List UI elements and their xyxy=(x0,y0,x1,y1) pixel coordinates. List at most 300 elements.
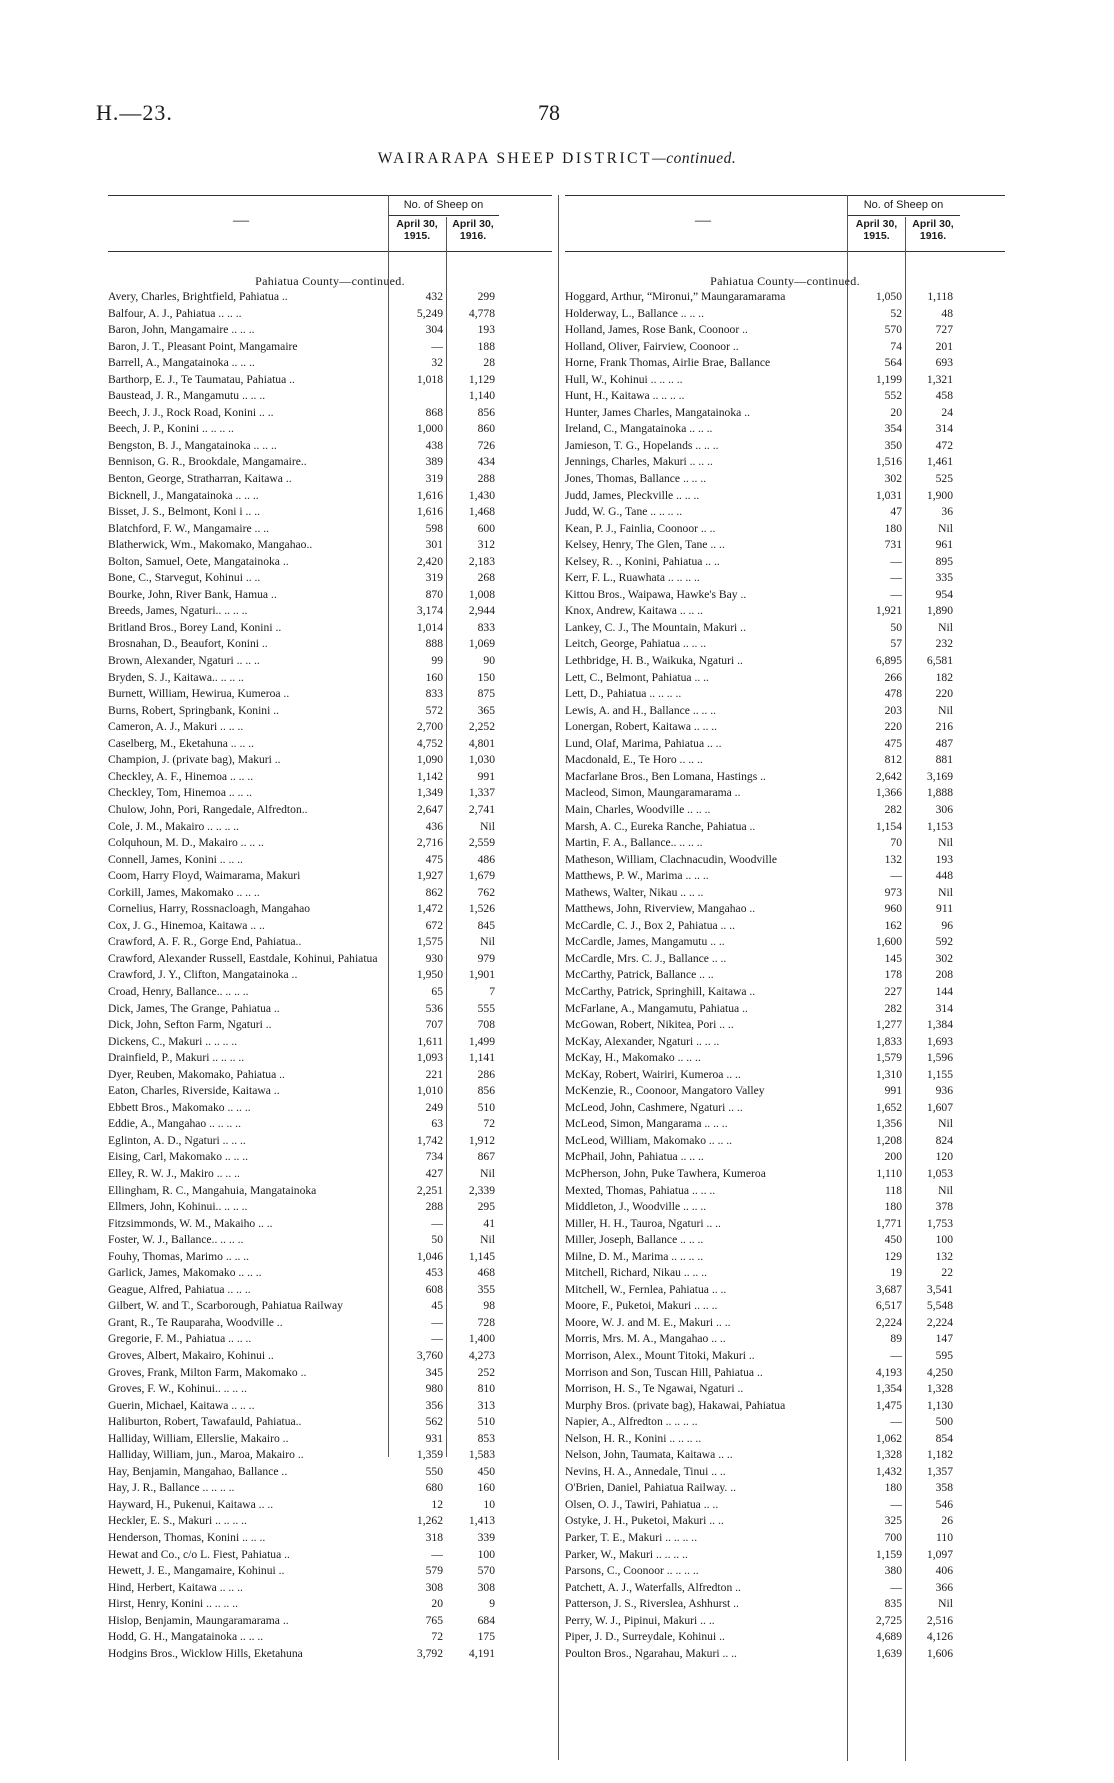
owner-name: Barrell, A., Mangatainoka .. .. .. xyxy=(108,356,255,370)
table-row xyxy=(108,289,552,306)
owner-name: Olsen, O. J., Tawiri, Pahiatua .. .. xyxy=(565,1497,719,1511)
sheep-1915: — xyxy=(431,1216,443,1230)
table-row xyxy=(108,719,552,736)
sheep-1915: 308 xyxy=(425,1580,443,1594)
sheep-1916: Nil xyxy=(480,1166,495,1180)
table-row xyxy=(565,339,1005,356)
sheep-1916: Nil xyxy=(480,935,495,949)
sheep-1915: 304 xyxy=(425,323,443,337)
sheep-1915: 2,420 xyxy=(416,554,443,568)
sheep-1915: 1,575 xyxy=(416,935,443,949)
sheep-1916: 208 xyxy=(935,968,953,982)
sheep-1915: 50 xyxy=(431,1233,443,1247)
table-row xyxy=(108,785,552,802)
table-row xyxy=(108,1480,552,1497)
sheep-1915: 72 xyxy=(431,1630,443,1644)
sheep-1915: 1,354 xyxy=(875,1382,902,1396)
sheep-1916: 365 xyxy=(477,703,495,717)
table-row xyxy=(565,355,1005,372)
table-row xyxy=(565,1596,1005,1613)
table-row xyxy=(108,504,552,521)
sheep-1916: 1,461 xyxy=(926,455,953,469)
owner-name: Lewis, A. and H., Ballance .. .. .. xyxy=(565,703,717,717)
sheep-1915: 4,689 xyxy=(875,1630,902,1644)
table-row xyxy=(565,1249,1005,1266)
sheep-1915: 1,199 xyxy=(875,372,902,386)
sheep-1916: 1,912 xyxy=(468,1133,495,1147)
table-row xyxy=(565,1580,1005,1597)
sheep-1916: 268 xyxy=(477,571,495,585)
sheep-1916: 4,126 xyxy=(926,1630,953,1644)
owner-name: O'Brien, Daniel, Pahiatua Railway. .. xyxy=(565,1481,737,1495)
owner-name: Balfour, A. J., Pahiatua .. .. .. xyxy=(108,306,242,320)
sheep-1915: 475 xyxy=(884,736,902,750)
sheep-1915: 19 xyxy=(890,1266,902,1280)
table-row xyxy=(565,885,1005,902)
sheep-1915: 3,760 xyxy=(416,1349,443,1362)
table-row xyxy=(108,1563,552,1580)
sheep-1915: 118 xyxy=(885,1183,902,1197)
sheep-1915: 1,310 xyxy=(875,1067,902,1081)
sheep-1916: 954 xyxy=(935,587,953,601)
sheep-1915: 1,328 xyxy=(875,1448,902,1462)
owner-name: Ellmers, John, Kohinui.. .. .. .. xyxy=(108,1200,248,1214)
owner-name: Lett, D., Pahiatua .. .. .. .. xyxy=(565,687,682,701)
sheep-1915: 550 xyxy=(425,1464,443,1478)
table-row xyxy=(108,1298,552,1315)
owner-name: Poulton Bros., Ngarahau, Makuri .. .. xyxy=(565,1646,737,1660)
table-row xyxy=(108,819,552,836)
table-row xyxy=(565,1447,1005,1464)
sheep-1916: 160 xyxy=(477,1481,495,1495)
sheep-1915: 1,927 xyxy=(416,869,443,883)
sheep-1915: 318 xyxy=(425,1531,443,1545)
sheep-1915: 180 xyxy=(884,1481,902,1495)
sheep-1916: 1,130 xyxy=(926,1398,953,1412)
table-row xyxy=(565,703,1005,720)
sheep-1915: 1,062 xyxy=(875,1431,902,1445)
table-row xyxy=(565,636,1005,653)
sheep-1916: 132 xyxy=(935,1249,953,1263)
sheep-1916: 1,890 xyxy=(926,604,953,618)
sheep-1916: 2,559 xyxy=(468,836,495,850)
sheep-1915: 50 xyxy=(890,620,902,634)
sheep-1915: 3,687 xyxy=(875,1282,902,1296)
owner-name: Macleod, Simon, Maungaramarama .. xyxy=(565,786,741,800)
table-row xyxy=(108,587,552,604)
sheep-1916: 1,583 xyxy=(468,1448,495,1462)
sheep-1916: 306 xyxy=(935,802,953,816)
table-row xyxy=(108,686,552,703)
sheep-1915: 572 xyxy=(425,703,443,717)
table-row xyxy=(565,1315,1005,1332)
sheep-1916: 1,384 xyxy=(926,1018,953,1032)
sheep-1915: 1,472 xyxy=(416,902,443,916)
sheep-1915: 453 xyxy=(425,1266,443,1280)
table-row xyxy=(565,984,1005,1001)
owner-name: Knox, Andrew, Kaitawa .. .. .. xyxy=(565,604,704,618)
table-row xyxy=(108,835,552,852)
owner-name: Croad, Henry, Ballance.. .. .. .. xyxy=(108,984,249,998)
owner-name: Hoggard, Arthur, “Mironui,” Maungaramarama xyxy=(565,290,786,303)
sheep-1916: 308 xyxy=(477,1580,495,1594)
table-row xyxy=(108,454,552,471)
owner-name: Main, Charles, Woodville .. .. .. xyxy=(565,802,711,816)
owner-name: Patchett, A. J., Waterfalls, Alfredton .. xyxy=(565,1580,741,1594)
table-row xyxy=(108,1216,552,1233)
sheep-1915: 1,652 xyxy=(875,1100,902,1114)
sheep-1915: 3,792 xyxy=(416,1646,443,1660)
sheep-1916: 727 xyxy=(935,323,953,337)
sheep-1916: 450 xyxy=(477,1464,495,1478)
table-row xyxy=(565,1547,1005,1564)
sheep-1915: 380 xyxy=(884,1564,902,1578)
table-row xyxy=(108,984,552,1001)
sheep-1916: 510 xyxy=(477,1100,495,1114)
sheep-1916: 100 xyxy=(477,1547,495,1561)
table-row xyxy=(565,1431,1005,1448)
table-row xyxy=(565,1149,1005,1166)
sheep-1916: 510 xyxy=(477,1415,495,1429)
sheep-1916: 824 xyxy=(935,1133,953,1147)
owner-name: McCarthy, Patrick, Springhill, Kaitawa .. xyxy=(565,984,756,998)
sheep-1916: 378 xyxy=(935,1200,953,1214)
table-row xyxy=(108,1596,552,1613)
sheep-1916: 232 xyxy=(935,637,953,651)
table-row xyxy=(108,554,552,571)
owner-name: Matheson, William, Clachnacudin, Woodville xyxy=(565,852,777,866)
sheep-1916: Nil xyxy=(938,1183,953,1197)
table-row xyxy=(565,1530,1005,1547)
sheep-1916: 600 xyxy=(477,521,495,535)
sheep-1915: 1,142 xyxy=(416,769,443,783)
sheep-1915: — xyxy=(431,1332,443,1346)
sheep-1915: 960 xyxy=(884,902,902,916)
owner-name: Dyer, Reuben, Makomako, Pahiatua .. xyxy=(108,1067,285,1081)
sheep-1915: 680 xyxy=(425,1481,443,1495)
sheep-1916: 991 xyxy=(477,769,495,783)
owner-name: McCardle, C. J., Box 2, Pahiatua .. .. xyxy=(565,918,736,932)
sheep-1915: 931 xyxy=(425,1431,443,1445)
owner-name: Baron, John, Mangamaire .. .. .. xyxy=(108,323,255,337)
table-row xyxy=(108,1629,552,1646)
owner-name: Perry, W. J., Pipinui, Makuri .. .. xyxy=(565,1613,715,1627)
owner-name: Morrison, Alex., Mount Titoki, Makuri .. xyxy=(565,1349,755,1362)
sheep-1915: 870 xyxy=(425,587,443,601)
sheep-1915: 973 xyxy=(884,885,902,899)
table-row xyxy=(108,1464,552,1481)
table-row xyxy=(565,504,1005,521)
sheep-1915: 345 xyxy=(425,1365,443,1379)
sheep-1915: 5,249 xyxy=(416,306,443,320)
sheep-1915: 991 xyxy=(884,1084,902,1098)
owner-name: Caselberg, M., Eketahuna .. .. .. xyxy=(108,736,254,750)
owner-name: Ellingham, R. C., Mangahuia, Mangatainoka xyxy=(108,1183,317,1197)
owner-name: Halliday, William, Ellerslie, Makairo .. xyxy=(108,1431,289,1445)
table-row xyxy=(108,306,552,323)
owner-name: Dick, James, The Grange, Pahiatua .. xyxy=(108,1001,280,1015)
table-row xyxy=(108,488,552,505)
owner-name: Beech, J. P., Konini .. .. .. .. xyxy=(108,422,234,436)
sheep-1916: 1,155 xyxy=(926,1067,953,1081)
left-section-heading: Pahiatua County—continued. xyxy=(255,274,405,288)
owner-name: Ostyke, J. H., Puketoi, Makuri .. .. xyxy=(565,1514,724,1528)
owner-name: Ebbett Bros., Makomako .. .. .. xyxy=(108,1100,251,1114)
sheep-1915: 57 xyxy=(890,637,902,651)
sheep-1916: 193 xyxy=(935,852,953,866)
sheep-1915: 1,046 xyxy=(416,1249,443,1263)
table-row xyxy=(108,852,552,869)
owner-name: Morrison and Son, Tuscan Hill, Pahiatua .. xyxy=(565,1365,763,1379)
sheep-1915: 868 xyxy=(425,405,443,419)
sheep-1916: 570 xyxy=(477,1564,495,1578)
sheep-1916: 4,191 xyxy=(468,1646,495,1660)
owner-name: Judd, W. G., Tane .. .. .. .. xyxy=(565,505,683,519)
owner-name: Hayward, H., Pukenui, Kaitawa .. .. xyxy=(108,1497,274,1511)
owner-name: Macdonald, E., Te Horo .. .. .. xyxy=(565,753,703,767)
sheep-1915: 438 xyxy=(425,438,443,452)
table-row xyxy=(108,951,552,968)
sheep-1915: 888 xyxy=(425,637,443,651)
sheep-1916: 314 xyxy=(935,422,953,436)
sheep-1915: 389 xyxy=(425,455,443,469)
owner-name: Bolton, Samuel, Oete, Mangatainoka .. xyxy=(108,554,289,568)
sheep-1916: 1,328 xyxy=(926,1382,953,1396)
table-row xyxy=(565,670,1005,687)
sheep-1915: 74 xyxy=(890,339,902,353)
table-row xyxy=(108,1365,552,1382)
sheep-1915: — xyxy=(431,1315,443,1329)
owner-name: Napier, A., Alfredton .. .. .. .. xyxy=(565,1415,698,1429)
table-row xyxy=(565,537,1005,554)
table-row xyxy=(108,752,552,769)
owner-name: Heckler, E. S., Makuri .. .. .. .. xyxy=(108,1514,247,1528)
sheep-1916: 312 xyxy=(477,538,495,552)
sheep-1916: 728 xyxy=(477,1315,495,1329)
sheep-1916: Nil xyxy=(938,836,953,850)
sheep-1916: 1,053 xyxy=(926,1166,953,1180)
sheep-1916: 434 xyxy=(477,455,495,469)
table-row xyxy=(565,1067,1005,1084)
owner-name: Eising, Carl, Makomako .. .. .. xyxy=(108,1150,249,1164)
right-header-year2: April 30, 1916. xyxy=(912,218,954,242)
sheep-1916: 1,468 xyxy=(468,505,495,519)
sheep-1916: 856 xyxy=(477,405,495,419)
sheep-1915: 63 xyxy=(431,1117,443,1131)
sheep-1916: 175 xyxy=(477,1630,495,1644)
sheep-1915: 52 xyxy=(890,306,902,320)
sheep-1916: 726 xyxy=(477,438,495,452)
sheep-1916: 1,693 xyxy=(926,1034,953,1048)
table-row xyxy=(108,1431,552,1448)
right-header-dash: — xyxy=(695,212,711,229)
owner-name: Bryden, S. J., Kaitawa.. .. .. .. xyxy=(108,670,244,684)
sheep-1916: 911 xyxy=(936,902,953,916)
sheep-1915: — xyxy=(890,1580,902,1594)
sheep-1915: 288 xyxy=(425,1200,443,1214)
table-row xyxy=(108,1001,552,1018)
table-row xyxy=(565,1017,1005,1034)
sheep-1916: 1,140 xyxy=(468,389,495,403)
table-row xyxy=(565,951,1005,968)
sheep-1915: 129 xyxy=(884,1249,902,1263)
sheep-1915: 564 xyxy=(884,356,902,370)
sheep-1915: 812 xyxy=(884,753,902,767)
sheep-1916: 147 xyxy=(935,1332,953,1346)
sheep-1916: Nil xyxy=(938,1117,953,1131)
table-row xyxy=(108,653,552,670)
sheep-1915: 1,833 xyxy=(875,1034,902,1048)
owner-name: Morrison, H. S., Te Ngawai, Ngaturi .. xyxy=(565,1382,744,1396)
sheep-1915: 707 xyxy=(425,1018,443,1032)
table-row xyxy=(108,372,552,389)
table-row xyxy=(108,703,552,720)
sheep-1916: 487 xyxy=(935,736,953,750)
sheep-1916: Nil xyxy=(938,885,953,899)
owner-name: Burnett, William, Hewirua, Kumeroa .. xyxy=(108,687,290,701)
sheep-1915: 70 xyxy=(890,836,902,850)
sheep-1915: 427 xyxy=(425,1166,443,1180)
sheep-1915: 1,356 xyxy=(875,1117,902,1131)
table-row xyxy=(108,1398,552,1415)
sheep-1916: 150 xyxy=(477,670,495,684)
table-row xyxy=(108,1265,552,1282)
sheep-1916: 5,548 xyxy=(926,1299,953,1313)
sheep-1916: 448 xyxy=(935,869,953,883)
owner-name: Jennings, Charles, Makuri .. .. .. xyxy=(565,455,713,469)
sheep-1915: 1,349 xyxy=(416,786,443,800)
sheep-1916: 22 xyxy=(941,1266,953,1280)
sheep-1915: — xyxy=(431,1547,443,1561)
sheep-1916: 595 xyxy=(935,1349,953,1362)
owner-name: Bone, C., Starvegut, Kohinui .. .. xyxy=(108,571,261,585)
table-row xyxy=(108,421,552,438)
owner-name: Parker, W., Makuri .. .. .. .. xyxy=(565,1547,688,1561)
sheep-1916: 1,901 xyxy=(468,968,495,982)
table-row xyxy=(565,471,1005,488)
sheep-1916: 358 xyxy=(935,1481,953,1495)
owner-name: Breeds, James, Ngaturi.. .. .. .. xyxy=(108,604,248,618)
sheep-1915: — xyxy=(890,571,902,585)
sheep-1916: 1,008 xyxy=(468,587,495,601)
table-row xyxy=(565,719,1005,736)
sheep-1915: 20 xyxy=(431,1597,443,1611)
table-row xyxy=(108,1100,552,1117)
sheep-1916: 810 xyxy=(477,1382,495,1396)
owner-name: Horne, Frank Thomas, Airlie Brae, Ballance xyxy=(565,356,771,370)
sheep-1915: 1,090 xyxy=(416,753,443,767)
owner-name: Lonergan, Robert, Kaitawa .. .. .. xyxy=(565,720,718,734)
owner-name: Hodd, G. H., Mangatainoka .. .. .. xyxy=(108,1630,264,1644)
sheep-1916: 833 xyxy=(477,620,495,634)
owner-name: Crawford, J. Y., Clifton, Mangatainoka .. xyxy=(108,968,298,982)
sheep-1916: 546 xyxy=(935,1497,953,1511)
owner-name: Dick, John, Sefton Farm, Ngaturi .. xyxy=(108,1018,272,1032)
sheep-1915: 282 xyxy=(884,802,902,816)
table-row xyxy=(108,1232,552,1249)
sheep-1916: 1,499 xyxy=(468,1034,495,1048)
sheep-1915: 1,742 xyxy=(416,1133,443,1147)
sheep-1915: 1,611 xyxy=(417,1034,443,1048)
owner-name: Fouhy, Thomas, Marimo .. .. .. xyxy=(108,1249,250,1263)
sheep-1916: 314 xyxy=(935,1001,953,1015)
owner-name: Eaton, Charles, Riverside, Kaitawa .. xyxy=(108,1084,280,1098)
sheep-1915: 1,475 xyxy=(875,1398,902,1412)
owner-name: Hay, Benjamin, Mangahao, Ballance .. xyxy=(108,1464,288,1478)
sheep-1915: 980 xyxy=(425,1382,443,1396)
sheep-1916: 881 xyxy=(935,753,953,767)
table-row xyxy=(108,1348,552,1365)
table-row xyxy=(565,1497,1005,1514)
table-row xyxy=(108,868,552,885)
owner-name: Cole, J. M., Makairo .. .. .. .. xyxy=(108,819,240,833)
sheep-1916: 854 xyxy=(935,1431,953,1445)
sheep-1915: 731 xyxy=(884,538,902,552)
owner-name: Coom, Harry Floyd, Waimarama, Makuri xyxy=(108,869,301,883)
sheep-1916: 472 xyxy=(935,438,953,452)
table-row xyxy=(108,1050,552,1067)
sheep-1915: 89 xyxy=(890,1332,902,1346)
sheep-1916: 845 xyxy=(477,918,495,932)
owner-name: Kelsey, Henry, The Glen, Tane .. .. xyxy=(565,538,725,552)
table-row xyxy=(565,1563,1005,1580)
table-row xyxy=(108,885,552,902)
sheep-1915: 862 xyxy=(425,885,443,899)
sheep-1916: 500 xyxy=(935,1415,953,1429)
owner-name: Hunter, James Charles, Mangatainoka .. xyxy=(565,405,750,419)
table-row xyxy=(108,636,552,653)
sheep-1915: 835 xyxy=(884,1597,902,1611)
owner-name: Mexted, Thomas, Pahiatua .. .. .. xyxy=(565,1183,716,1197)
right-header-year1: April 30, 1915. xyxy=(855,218,898,242)
sheep-1916: 339 xyxy=(477,1531,495,1545)
sheep-1915: 1,031 xyxy=(875,488,902,502)
sheep-1916: 2,339 xyxy=(468,1183,495,1197)
sheep-1916: 853 xyxy=(477,1431,495,1445)
sheep-1916: 1,526 xyxy=(468,902,495,916)
sheep-1916: 355 xyxy=(477,1282,495,1296)
sheep-1916: 2,252 xyxy=(468,720,495,734)
sheep-1916: 1,413 xyxy=(468,1514,495,1528)
sheep-1915: 4,752 xyxy=(416,736,443,750)
sheep-1916: 2,741 xyxy=(468,802,495,816)
owner-name: Hislop, Benjamin, Maungaramarama .. xyxy=(108,1613,289,1627)
sheep-1915: 450 xyxy=(884,1233,902,1247)
sheep-1915: 3,174 xyxy=(416,604,443,618)
sheep-1915: 1,950 xyxy=(416,968,443,982)
owner-name: Hull, W., Kohinui .. .. .. .. xyxy=(565,372,683,386)
owner-name: Grant, R., Te Rauparaha, Woodville .. xyxy=(108,1315,283,1329)
owner-name: Hodgins Bros., Wicklow Hills, Eketahuna xyxy=(108,1646,303,1660)
sheep-1915: 1,639 xyxy=(875,1646,902,1660)
sheep-1915: 1,432 xyxy=(875,1464,902,1478)
table-row xyxy=(108,901,552,918)
owner-name: Moore, F., Puketoi, Makuri .. .. .. xyxy=(565,1299,718,1313)
table-row xyxy=(565,388,1005,405)
sheep-1916: 1,141 xyxy=(468,1051,495,1065)
sheep-1916: 302 xyxy=(935,951,953,965)
owner-name: Chulow, John, Pori, Rangedale, Alfredton.. xyxy=(108,802,308,816)
table-row xyxy=(108,736,552,753)
sheep-1915: 220 xyxy=(884,720,902,734)
sheep-1915: — xyxy=(890,554,902,568)
report-code: H.—23. xyxy=(96,100,173,125)
sheep-1916: 100 xyxy=(935,1233,953,1247)
sheep-1915: 356 xyxy=(425,1398,443,1412)
sheep-1915: 221 xyxy=(425,1067,443,1081)
table-row xyxy=(565,587,1005,604)
owner-name: Brown, Alexander, Ngaturi .. .. .. xyxy=(108,654,260,668)
